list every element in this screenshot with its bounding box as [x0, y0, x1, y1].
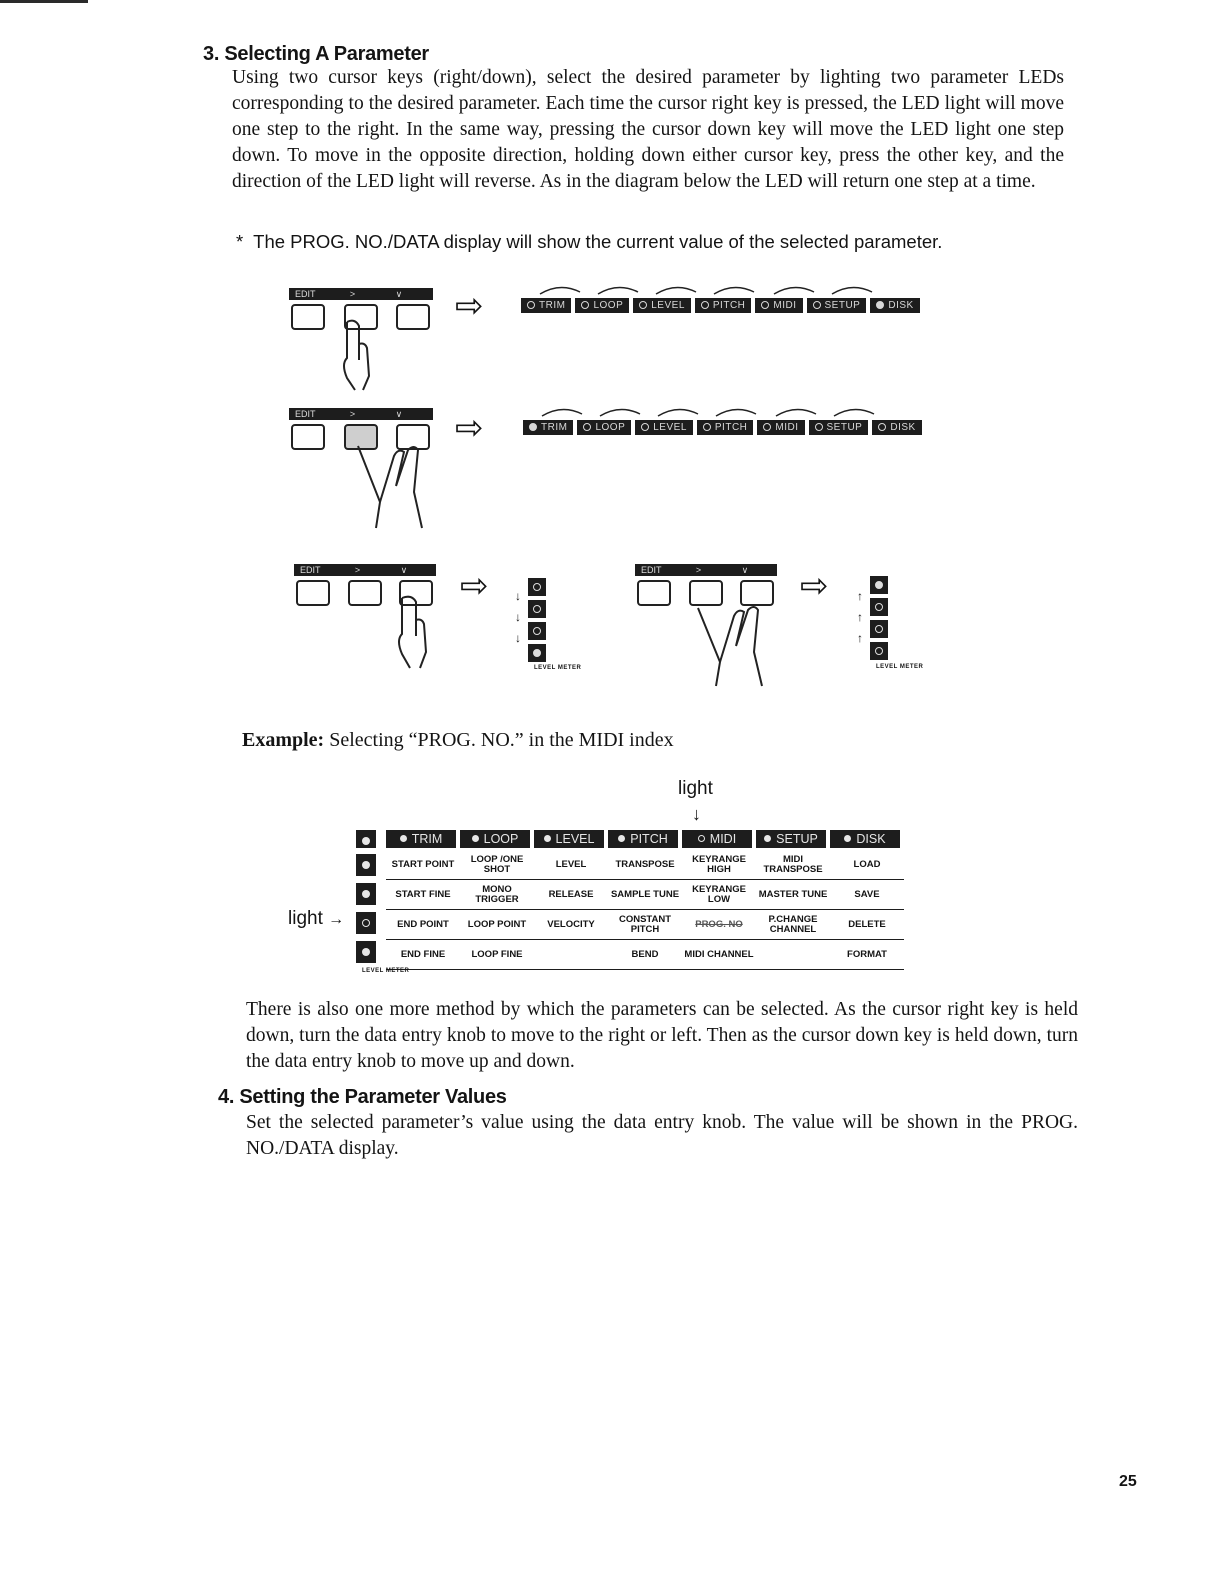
led-move-left-arrows [532, 402, 892, 420]
header-cell: SETUP [756, 830, 826, 848]
cursor-right-symbol: > [354, 565, 361, 575]
table-cell: P.CHANGE CHANNEL [768, 913, 818, 935]
param-seg: LEVEL [633, 298, 691, 313]
section-4-heading [218, 1086, 507, 1109]
edit-label: EDIT [295, 409, 316, 419]
page-number: 25 [1119, 1473, 1137, 1490]
edit-label: EDIT [300, 565, 321, 575]
table-cell: MIDI CHANNEL [684, 948, 754, 960]
param-seg: SETUP [807, 298, 867, 313]
row-led [356, 883, 376, 905]
meter-led [528, 644, 546, 662]
table-cell: LOOP /ONE SHOT [470, 853, 524, 875]
edit-bar [294, 564, 436, 576]
level-meter-caption: LEVEL METER [362, 968, 410, 974]
edit-key [296, 580, 330, 606]
header-cell: DISK [830, 830, 900, 848]
table-cell: DELETE [848, 918, 886, 930]
section-title: Selecting A Parameter [224, 43, 429, 65]
param-seg: PITCH [695, 298, 752, 313]
finger-press-icon [335, 318, 405, 393]
edit-key [637, 580, 671, 606]
example-line [242, 729, 674, 752]
table-cell: LEVEL [555, 858, 587, 870]
meter-led [528, 578, 546, 596]
header-cell: MIDI [682, 830, 752, 848]
row-led [356, 912, 376, 934]
row-led [356, 854, 376, 876]
table-cell: LOOP POINT [467, 918, 527, 930]
header-cell: LEVEL [534, 830, 604, 848]
cursor-right-symbol: > [695, 565, 702, 575]
level-meter-caption: LEVEL METER [876, 664, 924, 670]
note-bullet: * [236, 231, 244, 252]
section-number: 3. [203, 43, 220, 65]
light-arrow-down: ↓ [692, 804, 701, 824]
table-cell: BEND [631, 948, 659, 960]
scan-mark [0, 0, 88, 3]
table-cell: START POINT [391, 858, 455, 870]
table-row [386, 940, 904, 970]
header-cell: TRIM [386, 830, 456, 848]
table-row [386, 910, 904, 940]
section-3-paragraph: Using two cursor keys (right/down), select the desired parameter by lighting two parameter LEDs corresponding to the desired parameter. Each time the cursor right key is pressed, the LED light will move one step to the right. In the same way, pressing the cursor down key will move the LED light one step down. To move in the opposite direction, holding down either cursor key, press the other key, and the direction of the LED light will reverse. As in the diagram below the LED will return one step at a time. [232, 67, 1064, 192]
corner-block [356, 830, 376, 848]
table-cell: MASTER TUNE [758, 888, 828, 900]
example-text: Selecting “PROG. NO.” in the MIDI index [329, 729, 674, 751]
meter-led [870, 576, 888, 594]
table-cell: START FINE [395, 888, 451, 900]
param-seg: LOOP [575, 298, 629, 313]
param-seg: LEVEL [635, 420, 693, 435]
section-3-heading [203, 43, 429, 66]
param-bar-1 [521, 298, 920, 313]
arrow-icon: ⇨ [460, 568, 489, 605]
two-finger-press-icon [350, 432, 440, 532]
light-top-label: light [678, 778, 713, 799]
finger-press-icon [390, 594, 460, 674]
table-cell: LOOP FINE [471, 948, 523, 960]
param-seg: MIDI [757, 420, 804, 435]
cursor-down-symbol: ∨ [395, 289, 403, 299]
table-cell: VELOCITY [547, 918, 595, 930]
table-header [386, 830, 904, 848]
edit-label: EDIT [641, 565, 662, 575]
header-cell: PITCH [608, 830, 678, 848]
table-row [386, 880, 904, 910]
table-cell: MIDI TRANSPOSE [763, 853, 823, 875]
table-cell: TRANSPOSE [615, 858, 675, 870]
param-seg: TRIM [523, 420, 573, 435]
light-side-label: light → [288, 908, 345, 929]
arrow-icon: ⇨ [455, 410, 484, 447]
section-4-paragraph: Set the selected parameter’s value using the data entry knob. The value will be shown in the PROG. NO./DATA display. [246, 1112, 1078, 1159]
edit-key [291, 424, 325, 450]
example-label: Example: [242, 729, 325, 751]
down-arrows: ↓ ↓ ↓ [515, 589, 521, 645]
led-move-right-arrows [530, 280, 890, 298]
selected-cell-prog-no: PROG. NO [695, 918, 743, 930]
table-cell: SAMPLE TUNE [610, 888, 680, 900]
param-seg: DISK [870, 298, 919, 313]
table-cell: RELEASE [548, 888, 594, 900]
meter-led [870, 642, 888, 660]
table-row [386, 850, 904, 880]
edit-bar [289, 288, 433, 300]
cursor-down-symbol: ∨ [395, 409, 403, 419]
cursor-down-symbol: ∨ [741, 565, 749, 575]
table-cell: SAVE [854, 888, 880, 900]
meter-led [528, 622, 546, 640]
section-number: 4. [218, 1086, 235, 1108]
param-seg: MIDI [755, 298, 802, 313]
table-cell: KEYRANGE HIGH [692, 853, 746, 875]
arrow-icon: ⇨ [455, 288, 484, 325]
two-finger-press-icon [690, 594, 780, 689]
edit-bar [289, 408, 433, 420]
edit-bar [635, 564, 777, 576]
edit-label: EDIT [295, 289, 316, 299]
section-title: Setting the Parameter Values [239, 1086, 507, 1108]
arrow-icon: ⇨ [800, 568, 829, 605]
param-seg: TRIM [521, 298, 571, 313]
parameter-table [356, 830, 904, 974]
cursor-right-key [348, 580, 382, 606]
cursor-right-symbol: > [349, 409, 356, 419]
up-arrows: ↑ ↑ ↑ [857, 589, 863, 645]
level-meter [528, 578, 546, 666]
meter-led [528, 600, 546, 618]
param-bar-2 [523, 420, 922, 435]
edit-key [291, 304, 325, 330]
table-cell: FORMAT [847, 948, 887, 960]
note [236, 231, 1036, 253]
table-cell: LOAD [853, 858, 881, 870]
table-cell: CONSTANT PITCH [618, 913, 672, 935]
param-seg: PITCH [697, 420, 754, 435]
cursor-right-symbol: > [349, 289, 356, 299]
table-cell: END FINE [400, 948, 446, 960]
row-led [356, 941, 376, 963]
meter-led [870, 598, 888, 616]
level-meter [870, 576, 888, 664]
param-seg: SETUP [809, 420, 869, 435]
note-text: The PROG. NO./DATA display will show the current value of the selected parameter. [253, 231, 943, 252]
level-meter-caption: LEVEL METER [534, 665, 582, 671]
param-seg: LOOP [577, 420, 631, 435]
param-seg: DISK [872, 420, 921, 435]
method-paragraph: There is also one more method by which the parameters can be selected. As the cursor right key is held down, turn the data entry knob to move to the right or left. Then as the cursor down key is held down, turn the data entry knob to move up and down. [246, 999, 1078, 1072]
header-cell: LOOP [460, 830, 530, 848]
meter-led [870, 620, 888, 638]
cursor-down-symbol: ∨ [400, 565, 408, 575]
table-cell: MONO TRIGGER [475, 883, 519, 905]
table-cell: END POINT [397, 918, 449, 930]
table-cell: KEYRANGE LOW [692, 883, 746, 905]
